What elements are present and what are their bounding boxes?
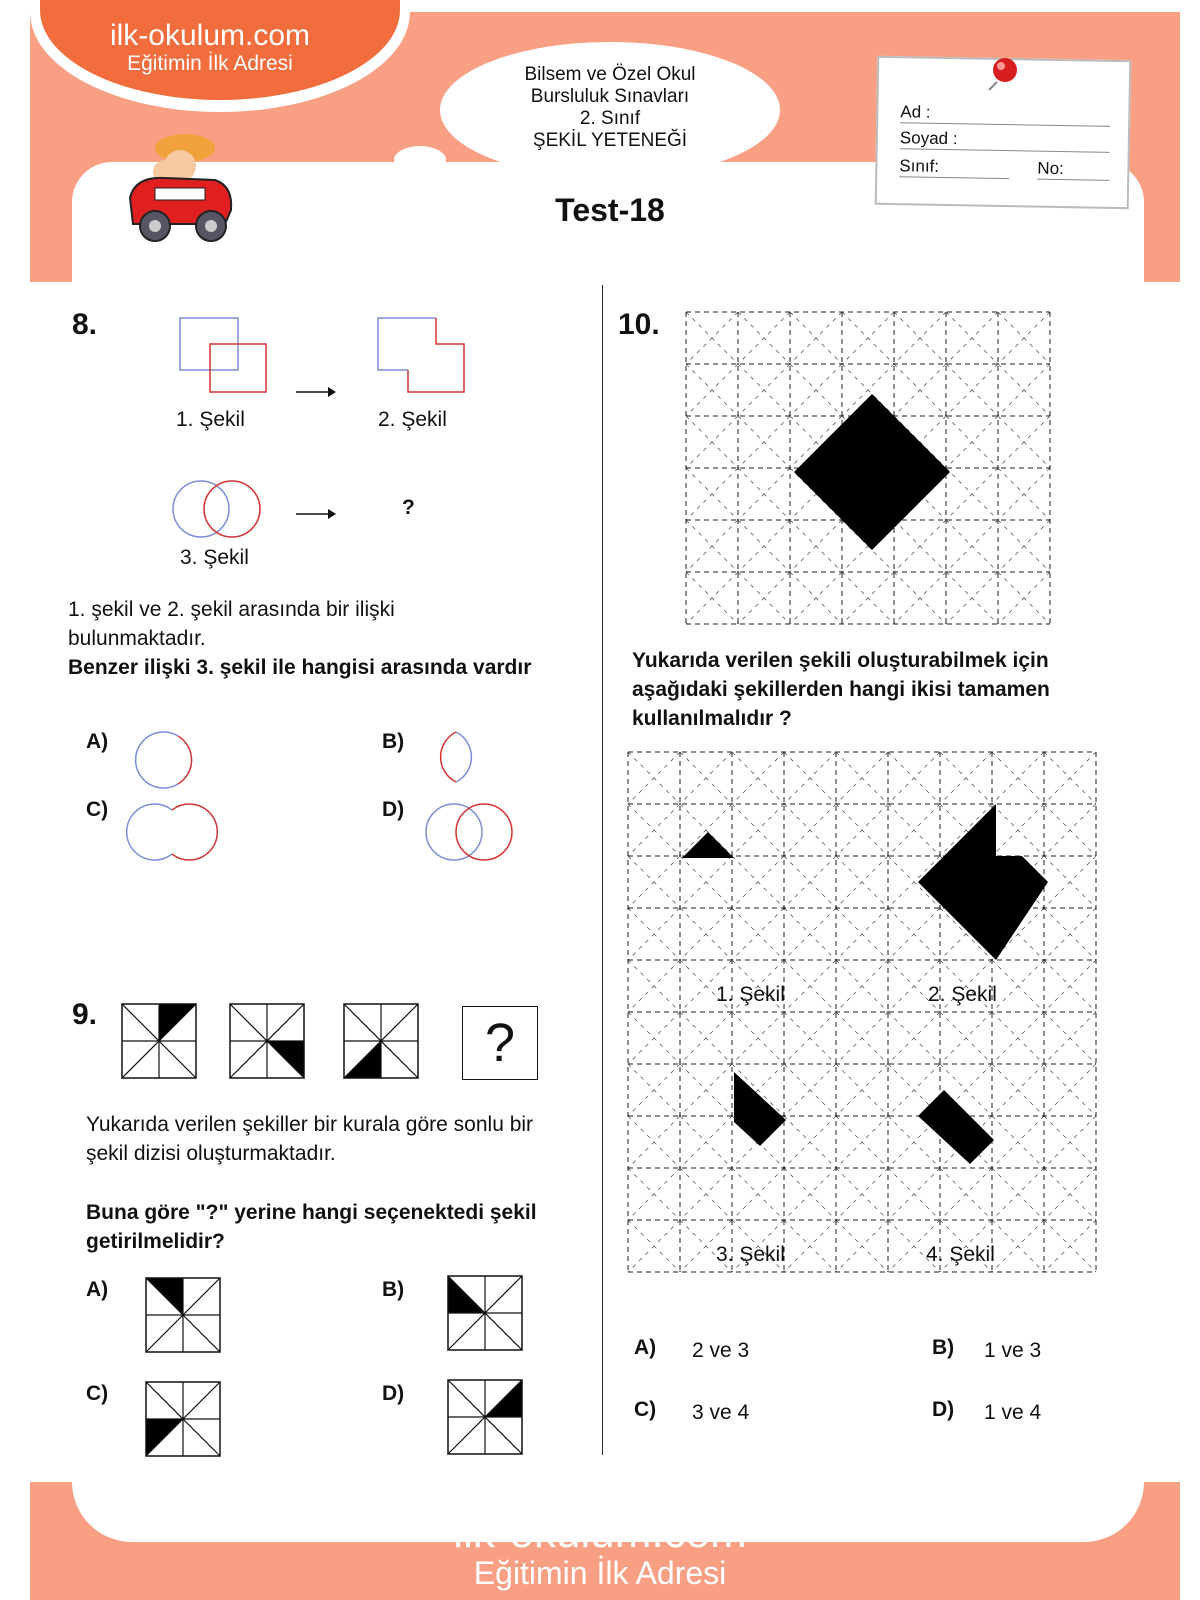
test-title: Test-18: [555, 192, 665, 228]
q9-option-d-label[interactable]: D): [382, 1382, 405, 1405]
q9-text: Yukarıda verilen şekiller bir kurala göre sonlu bir şekil dizisi oluşturmaktadır.: [86, 1113, 534, 1165]
q8-shape1-overlapping-squares: [180, 318, 280, 398]
thought-bubbles: [230, 140, 450, 220]
name-field[interactable]: [900, 102, 1110, 127]
q8-option-b-figure[interactable]: [444, 730, 474, 786]
q10-target-diamond: [794, 394, 950, 550]
pushpin-icon: [985, 52, 1025, 92]
q8-option-a-label[interactable]: A): [86, 730, 109, 753]
q9-bold-text: Buna göre "?" yerine hangi seçenektedi şekil getirilmelidir?: [86, 1201, 537, 1253]
q8-arrow-1: [296, 386, 336, 398]
logo[interactable]: [60, 20, 360, 76]
q10-piece-3-shape: [734, 1072, 786, 1146]
q9-option-a-label[interactable]: A): [86, 1278, 109, 1301]
q8-option-b-label[interactable]: B): [382, 730, 405, 753]
q10-piece-2-label: 2. Şekil: [928, 983, 997, 1006]
q10-bold-text: Yukarıda verilen şekili oluşturabilmek için aşağıdaki şekillerden hangi ikisi tamamen kullanılmalıdır ?: [632, 649, 1050, 730]
q8-shape3-label: 3. Şekil: [180, 546, 249, 569]
q9-sequence-figure-1: [122, 1004, 198, 1080]
q9-option-d-figure[interactable]: [448, 1380, 524, 1456]
q9-sequence-figure-3: [344, 1004, 420, 1080]
cloud-line-2: Bursluluk Sınavları: [530, 86, 690, 107]
q10-option-d-value[interactable]: 1 ve 4: [984, 1401, 1042, 1424]
class-field[interactable]: [899, 156, 1009, 179]
q9-question-box: ?: [462, 1006, 538, 1080]
dashed-grid: [628, 752, 1096, 1272]
q10-option-a-value[interactable]: 2 ve 3: [692, 1339, 750, 1362]
q8-option-c-figure[interactable]: [128, 802, 228, 864]
q10-piece-4-label: 4. Şekil: [926, 1243, 995, 1266]
footer-slogan: Eğitimin İlk Adresi: [473, 1555, 727, 1591]
class-label: Sınıf:: [899, 156, 940, 176]
q8-arrow-2: [296, 508, 336, 520]
q8-bold-text: Benzer ilişki 3. şekil ile hangisi arasında vardır: [68, 656, 532, 679]
surname-label: Soyad :: [899, 128, 958, 149]
q10-piece-3-label: 3. Şekil: [716, 1243, 785, 1266]
q9-option-b-label[interactable]: B): [382, 1278, 405, 1301]
number-label: No:: [1037, 158, 1065, 179]
q8-option-a-figure[interactable]: [132, 730, 202, 792]
logo-slogan: Eğitimin İlk Adresi: [127, 52, 293, 75]
q8-option-d-figure[interactable]: [424, 802, 524, 864]
q9-option-c-figure[interactable]: [146, 1382, 222, 1458]
q9-option-c-label[interactable]: C): [86, 1382, 109, 1405]
number-field[interactable]: [1037, 159, 1109, 181]
q8-option-d-label[interactable]: D): [382, 798, 405, 821]
q10-option-c-value[interactable]: 3 ve 4: [692, 1401, 750, 1424]
q8-question-mark: ?: [402, 496, 415, 519]
q8-shape3-overlapping-circles: [172, 480, 272, 546]
q8-shape1-label: 1. Şekil: [176, 408, 245, 431]
q10-option-d-label[interactable]: D): [932, 1398, 955, 1421]
footer-site: ilk-okulum.com: [453, 1508, 747, 1557]
q9-number: 9.: [72, 998, 98, 1031]
q10-piece-4-rectangle: [918, 1090, 994, 1164]
q8-option-c-label[interactable]: C): [86, 798, 109, 821]
q8-number: 8.: [72, 308, 98, 341]
q8-text: 1. şekil ve 2. şekil arasında bir ilişki bulunmaktadır.: [68, 598, 395, 650]
car-cartoon-icon: [125, 128, 235, 248]
footer-logo[interactable]: [300, 1510, 900, 1590]
q10-piece-2-shape: [918, 804, 1048, 960]
q8-shape2-label: 2. Şekil: [378, 408, 447, 431]
surname-field[interactable]: [900, 128, 1110, 153]
q10-option-a-label[interactable]: A): [634, 1336, 657, 1359]
cloud-line-1: Bilsem ve Özel Okul: [524, 64, 696, 85]
logo-site: ilk-okulum.com: [109, 19, 311, 52]
q9-option-a-figure[interactable]: [146, 1278, 222, 1354]
cloud-line-3: 2. Sınıf: [579, 108, 641, 129]
cloud-line-4: ŞEKİL YETENEĞİ: [532, 130, 688, 151]
q10-target-figure-grid: [686, 312, 1058, 630]
q10-option-b-label[interactable]: B): [932, 1336, 955, 1359]
q8-shape2-outline: [378, 318, 478, 398]
q10-number: 10.: [618, 308, 660, 341]
column-divider: [602, 285, 603, 1455]
q10-pieces-grid: [628, 752, 1104, 1280]
q10-piece-1-triangle: [682, 832, 734, 858]
q10-option-b-value[interactable]: 1 ve 3: [984, 1339, 1042, 1362]
q9-option-b-figure[interactable]: [448, 1276, 524, 1352]
name-label: Ad :: [900, 102, 931, 122]
title-cloud-text: [450, 64, 770, 152]
q10-option-c-label[interactable]: C): [634, 1398, 657, 1421]
q9-sequence-figure-2: [230, 1004, 306, 1080]
q10-piece-1-label: 1. Şekil: [716, 983, 785, 1006]
